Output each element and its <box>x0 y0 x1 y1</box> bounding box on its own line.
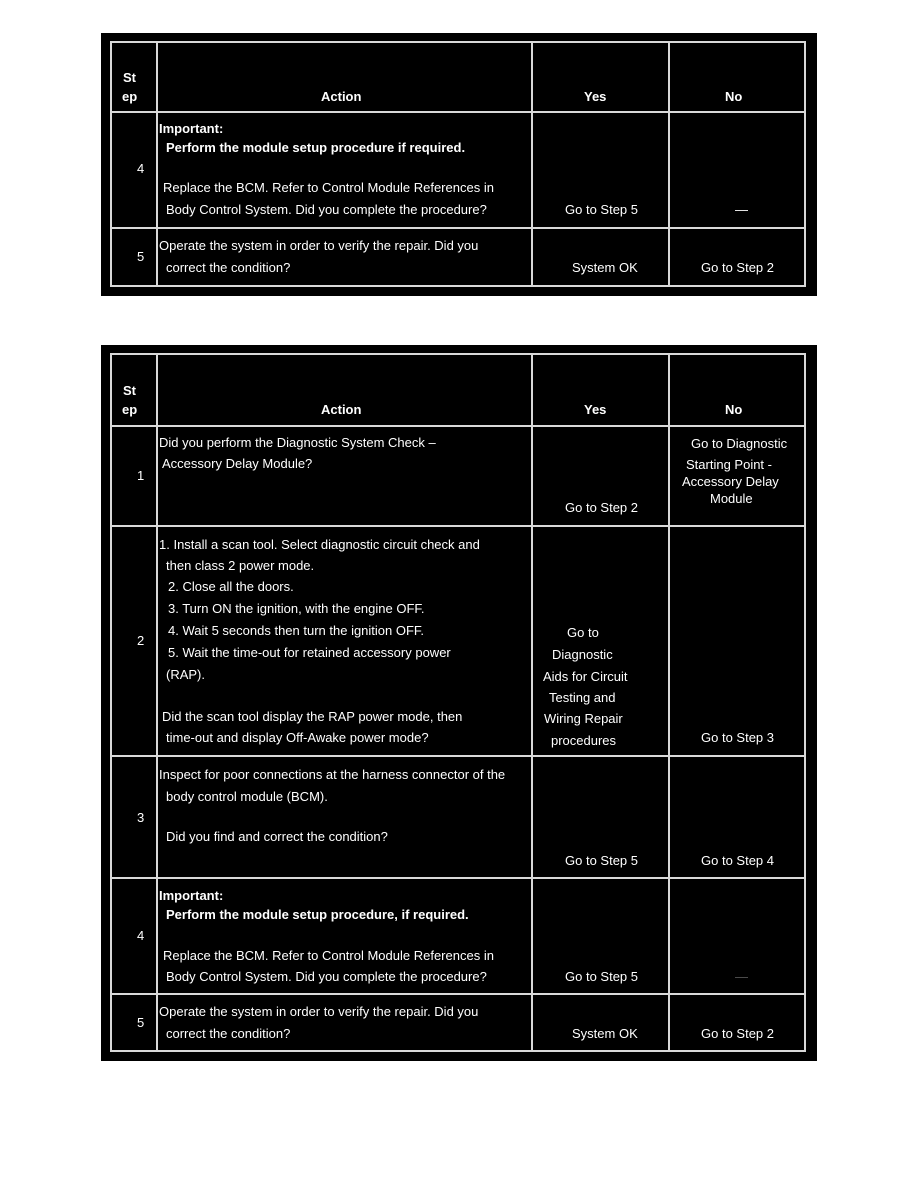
action-text: then class 2 power mode. <box>166 558 315 573</box>
important-label: Important: <box>159 121 224 136</box>
table-border-top <box>110 41 806 43</box>
no-result: Go to Step 4 <box>701 853 774 868</box>
action-text: time-out and display Off-Awake power mode? <box>166 730 429 745</box>
header-step: ep <box>122 89 138 104</box>
header-action: Action <box>321 89 362 104</box>
no-result: Go to Step 3 <box>701 730 774 745</box>
no-result: Accessory Delay <box>682 474 779 489</box>
action-text: 4. Wait 5 seconds then turn the ignition OFF. <box>168 623 425 638</box>
yes-result: Aids for Circuit <box>543 669 628 684</box>
no-result: Go to Step 2 <box>701 260 774 275</box>
table-row-divider <box>110 877 806 879</box>
table-col-divider <box>668 41 670 287</box>
yes-result: Go to Step 5 <box>565 202 638 217</box>
header-step: St <box>123 383 136 398</box>
action-text: Did the scan tool display the RAP power mode, then <box>162 709 463 724</box>
table-row-divider <box>110 755 806 757</box>
procedure-table-1 <box>101 33 817 296</box>
action-text: correct the condition? <box>166 1026 291 1041</box>
table-row-divider <box>110 111 806 113</box>
yes-result: Go to Step 5 <box>565 853 638 868</box>
header-yes: Yes <box>584 89 607 104</box>
table-col-divider <box>531 41 533 287</box>
header-yes: Yes <box>584 402 607 417</box>
action-text: Inspect for poor connections at the harness connector of the <box>159 767 506 782</box>
action-text: Did you perform the Diagnostic System Check – <box>159 435 436 450</box>
no-result: Go to Diagnostic <box>691 436 788 451</box>
table-row-divider <box>110 525 806 527</box>
step-number: 2 <box>137 633 145 648</box>
table-border-left <box>110 41 112 287</box>
action-text: 5. Wait the time-out for retained accessory power <box>168 645 451 660</box>
table-row-divider <box>110 425 806 427</box>
table-col-divider <box>156 41 158 287</box>
table-col-divider <box>156 353 158 1052</box>
header-step: St <box>123 70 136 85</box>
step-number: 3 <box>137 810 145 825</box>
no-result: — <box>735 969 748 984</box>
action-text: (RAP). <box>166 667 205 682</box>
header-step: ep <box>122 402 138 417</box>
action-text: Replace the BCM. Refer to Control Module References in <box>163 948 494 963</box>
action-text: Did you find and correct the condition? <box>166 829 388 844</box>
table-col-divider <box>531 353 533 1052</box>
no-result: Starting Point - <box>686 457 772 472</box>
header-action: Action <box>321 402 362 417</box>
yes-result: Diagnostic <box>552 647 613 662</box>
step-number: 4 <box>137 161 145 176</box>
header-no: No <box>725 402 743 417</box>
action-text: Replace the BCM. Refer to Control Module References in <box>163 180 494 195</box>
action-text: Operate the system in order to verify the repair. Did you <box>159 1004 479 1019</box>
action-text: Body Control System. Did you complete the procedure? <box>166 202 487 217</box>
table-border-right <box>804 41 806 287</box>
step-number: 4 <box>137 928 145 943</box>
action-text: correct the condition? <box>166 260 291 275</box>
action-text: body control module (BCM). <box>166 789 328 804</box>
yes-result: Go to <box>567 625 599 640</box>
yes-result: System OK <box>572 1026 638 1041</box>
yes-result: procedures <box>551 733 617 748</box>
action-text: Operate the system in order to verify the repair. Did you <box>159 238 479 253</box>
table-border-bottom <box>110 285 806 287</box>
yes-result: System OK <box>572 260 638 275</box>
no-result: Module <box>710 491 753 506</box>
table-border-top <box>110 353 806 355</box>
step-number: 5 <box>137 249 145 264</box>
yes-result: Wiring Repair <box>544 711 623 726</box>
action-text: 1. Install a scan tool. Select diagnostic circuit check and <box>159 537 480 552</box>
table-border-bottom <box>110 1050 806 1052</box>
procedure-table-2 <box>101 345 817 1061</box>
table-col-divider <box>668 353 670 1052</box>
yes-result: Testing and <box>549 690 616 705</box>
yes-result: Go to Step 5 <box>565 969 638 984</box>
action-text: Accessory Delay Module? <box>162 456 313 471</box>
step-number: 1 <box>137 468 145 483</box>
header-no: No <box>725 89 743 104</box>
important-text: Perform the module setup procedure, if required. <box>166 907 469 922</box>
yes-result: Go to Step 2 <box>565 500 638 515</box>
table-row-divider <box>110 993 806 995</box>
step-number: 5 <box>137 1015 145 1030</box>
table-border-left <box>110 353 112 1052</box>
important-label: Important: <box>159 888 224 903</box>
table-border-right <box>804 353 806 1052</box>
table-row-divider <box>110 227 806 229</box>
no-result: — <box>735 202 748 217</box>
important-text: Perform the module setup procedure if required. <box>166 140 466 155</box>
no-result: Go to Step 2 <box>701 1026 774 1041</box>
action-text: 2. Close all the doors. <box>168 579 294 594</box>
action-text: 3. Turn ON the ignition, with the engine OFF. <box>168 601 425 616</box>
action-text: Body Control System. Did you complete the procedure? <box>166 969 487 984</box>
